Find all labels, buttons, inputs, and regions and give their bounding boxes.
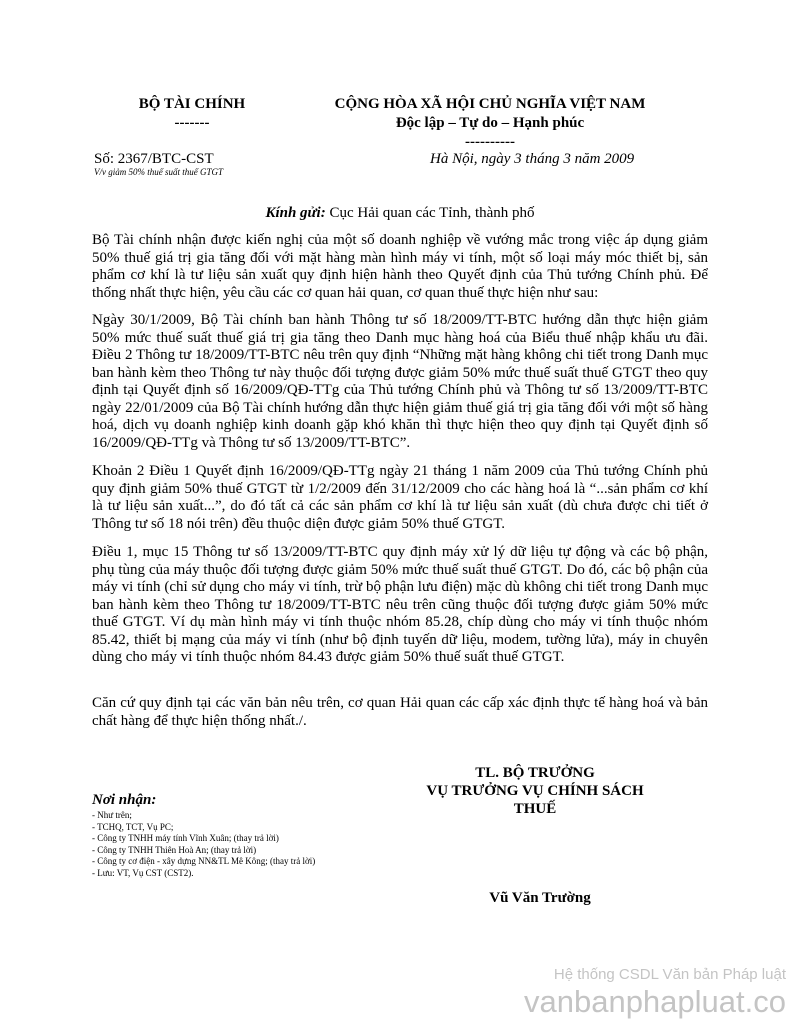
country-name: CỘNG HÒA XÃ HỘI CHỦ NGHĨA VIỆT NAM — [334, 96, 646, 112]
recipient-value: Cục Hải quan các Tỉnh, thành phố — [325, 205, 535, 221]
recipient-item: - Công ty TNHH Thiên Hoà An; (thay trả lời) — [92, 844, 257, 855]
signer-title-line-1: TL. BỘ TRƯỞNG — [475, 765, 595, 781]
recipients-title: Nơi nhận: — [92, 792, 157, 808]
body-paragraph-2: Ngày 30/1/2009, Bộ Tài chính ban hành Thông tư số 18/2009/TT-BTC hướng dẫn thực hiện giảm 50% mức thuế suất thuế giá trị gia tăng theo Danh mục hàng hoá của Biểu thuế nhập khẩu ưu đãi. Điều 2 Thông tư 18/2009/TT-BTC nêu trên quy định “Những mặt hàng không chi tiết trong Danh mục ban hành kèm theo Thông tư này thuộc đối tượng được giảm 50% mức thuế suất thuế GTGT theo quy định tại Quyết định số 16/2009/QĐ-TTg của Thủ tướng Chính phủ và Thông tư số 13/2009/TT-BTC ngày 22/01/2009 của Bộ Tài chính hướng dẫn thực hiện giảm thuế giá trị gia tăng đối với một số hàng hoá, dịch vụ doanh nghiệp kinh doanh gặp khó khăn thì thực hiện theo quy định tại Quyết định số 16/2009/QĐ-TTg và Thông tư số 13/2009/TT-BTC”. — [92, 312, 708, 451]
ministry-name: BỘ TÀI CHÍNH — [138, 96, 246, 112]
signer-title-block — [380, 764, 690, 818]
recipient-line — [92, 205, 708, 222]
document-subject: V/v giảm 50% thuế suất thuế GTGT — [94, 167, 223, 177]
signer-name: Vũ Văn Trường — [489, 890, 591, 906]
national-header — [290, 95, 690, 152]
recipient-item: - Như trên; — [92, 810, 132, 820]
recipient-item: - TCHQ, TCT, Vụ PC; — [92, 821, 174, 832]
body-paragraph-3: Khoản 2 Điều 1 Quyết định 16/2009/QĐ-TTg ngày 21 tháng 1 năm 2009 của Thủ tướng Chính phủ quy định giảm 50% thuế GTGT từ 1/2/2009 đến 31/12/2009 cho các hàng hoá là “...sản phẩm cơ khí là tư liệu sản xuất...”, do đó tất cả các sản phẩm cơ khí là tư liệu sản xuất (dù chưa được chi tiết ở Thông tư số 18 nói trên) đều thuộc diện được giảm 50% thuế GTGT. — [92, 463, 708, 532]
body-paragraph-5: Căn cứ quy định tại các văn bản nêu trên, cơ quan Hải quan các cấp xác định thực tế hàng hoá và bản chất hàng để thực hiện thống nhất./. — [92, 695, 708, 729]
ministry-header — [92, 95, 292, 133]
recipient-item: - Công ty cơ điện - xây dựng NN&TL Mê Kông; (thay trả lời) — [92, 856, 316, 866]
recipient-item: - Công ty TNHH máy tính Vĩnh Xuân; (thay trả lời) — [92, 833, 279, 843]
recipients-list — [92, 792, 422, 879]
national-motto: Độc lập – Tự do – Hạnh phúc — [395, 115, 585, 131]
body-paragraph-1: Bộ Tài chính nhận được kiến nghị của một số doanh nghiệp về vướng mắc trong việc áp dụng giảm 50% thuế giá trị gia tăng đối với mặt hàng màn hình máy vi tính, một số loại máy móc thiết bị, sản phẩm cơ khí là tư liệu sản xuất quy định hiện hành theo Quyết định của Thủ tướng Chính phủ. Để thống nhất thực hiện, yêu cầu các cơ quan hải quan, cơ quan thuế thực hiện như sau: — [92, 232, 708, 301]
recipient-label: Kính gửi: — [265, 205, 326, 221]
motto-rule: ---------- — [465, 134, 515, 150]
document-number: Số: 2367/BTC-CST — [94, 151, 214, 167]
body-paragraph-4: Điều 1, mục 15 Thông tư số 13/2009/TT-BTC quy định máy xử lý dữ liệu tự động và các bộ phận, phụ tùng của máy thuộc đối tượng được giảm 50% mức thuế suất thuế GTGT. Do đó, các bộ phận của máy vi tính (chỉ sử dụng cho máy vi tính, trừ bộ phận lưu điện) mặc dù không chi tiết trong Danh mục ban hành kèm theo Thông tư 18/2009/TT-BTC nêu trên cũng thuộc đối tượng được giảm 50% mức thuế GTGT. Ví dụ màn hình máy vi tính thuộc nhóm 85.28, chíp dùng cho máy vi tính thuộc nhóm 85.42, thiết bị mạng của máy vi tính (như bộ định tuyến dữ liệu, modem, tường lửa), máy in chuyên dùng cho máy vi tính thuộc nhóm 84.43 được giảm 50% thuế suất thuế GTGT. — [92, 544, 708, 665]
site-watermark — [524, 965, 786, 1019]
signer-title-line-3: THUẾ — [513, 801, 557, 817]
watermark-line-1: Hệ thống CSDL Văn bản Pháp luật — [553, 966, 786, 983]
watermark-line-2: vanbanphapluat.co — [523, 984, 786, 1019]
ministry-rule: ------- — [174, 115, 210, 131]
signer-title-line-2: VỤ TRƯỞNG VỤ CHÍNH SÁCH — [426, 783, 644, 799]
document-date: Hà Nội, ngày 3 tháng 3 năm 2009 — [430, 151, 635, 167]
recipient-item: - Lưu: VT, Vụ CST (CST2). — [92, 867, 194, 878]
